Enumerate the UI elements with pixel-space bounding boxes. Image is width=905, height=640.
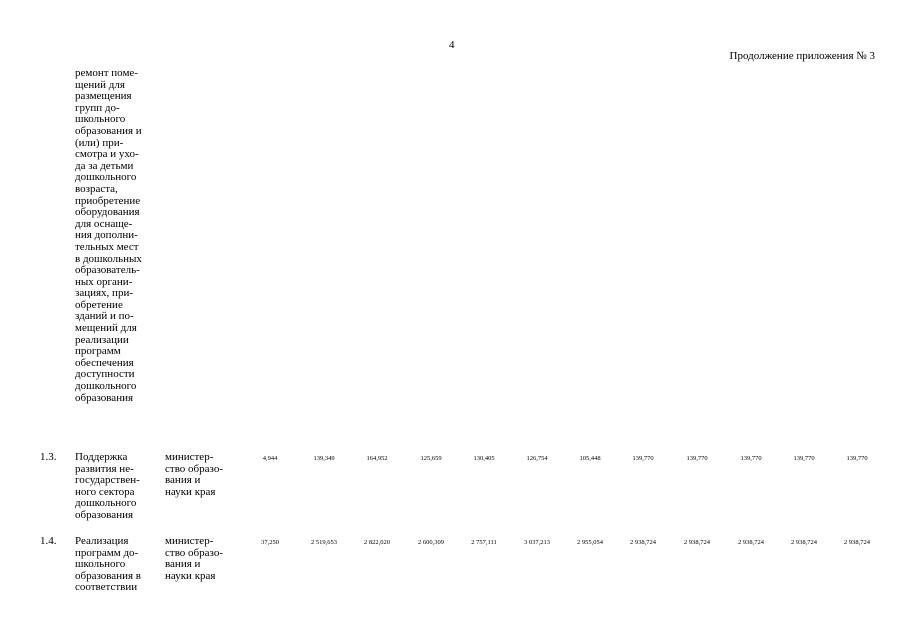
row-values [0,455,905,467]
value-cell: 139,770 [846,455,868,462]
value-cell: 2 822,020 [364,539,390,546]
row-number: 1.4. [40,535,57,547]
row-description: Поддержка развития не- государствен- ного сектора дошкольного образования [75,451,140,521]
value-cell: 2 938,724 [791,539,817,546]
value-cell: 2 519,653 [311,539,337,546]
value-cell: 3 037,213 [524,539,550,546]
row-number: 1.3. [40,451,57,463]
value-cell: 139,770 [632,455,654,462]
value-cell: 37,250 [261,539,279,546]
row-executor: министер- ство образо- вания и науки края [165,535,223,582]
row-values [0,539,905,551]
value-cell: 130,405 [473,455,495,462]
value-cell: 2 938,724 [630,539,656,546]
value-cell: 2 938,724 [684,539,710,546]
value-cell: 2 600,309 [418,539,444,546]
value-cell: 2 757,111 [471,539,497,546]
value-cell: 139,770 [686,455,708,462]
page-number: 4 [449,39,455,51]
row-description: ремонт поме- щений для размещения групп до- школьного образования и (или) при- смотра и ухо- да за детьми дошкольного возраста, приобретение оборудования для оснаще- ния дополни- тельных мест в дошкольных образователь- ных органи- зациях, при- обретение зданий и по- мещений для реализации программ обеспечения доступности дошкольного образования [75,67,142,404]
value-cell: 139,770 [740,455,762,462]
row-executor: министер- ство образо- вания и науки края [165,451,223,498]
value-cell: 2 938,724 [738,539,764,546]
value-cell: 139,349 [313,455,335,462]
value-cell: 2 955,054 [577,539,603,546]
row-description: Реализация программ до- школьного образования в соответствии [75,535,141,594]
value-cell: 125,659 [420,455,442,462]
value-cell: 164,952 [366,455,388,462]
value-cell: 126,754 [526,455,548,462]
value-cell: 2 938,724 [844,539,870,546]
continuation-note: Продолжение приложения № 3 [729,50,875,62]
value-cell: 4,944 [262,455,278,462]
value-cell: 105,448 [579,455,601,462]
value-cell: 139,770 [793,455,815,462]
